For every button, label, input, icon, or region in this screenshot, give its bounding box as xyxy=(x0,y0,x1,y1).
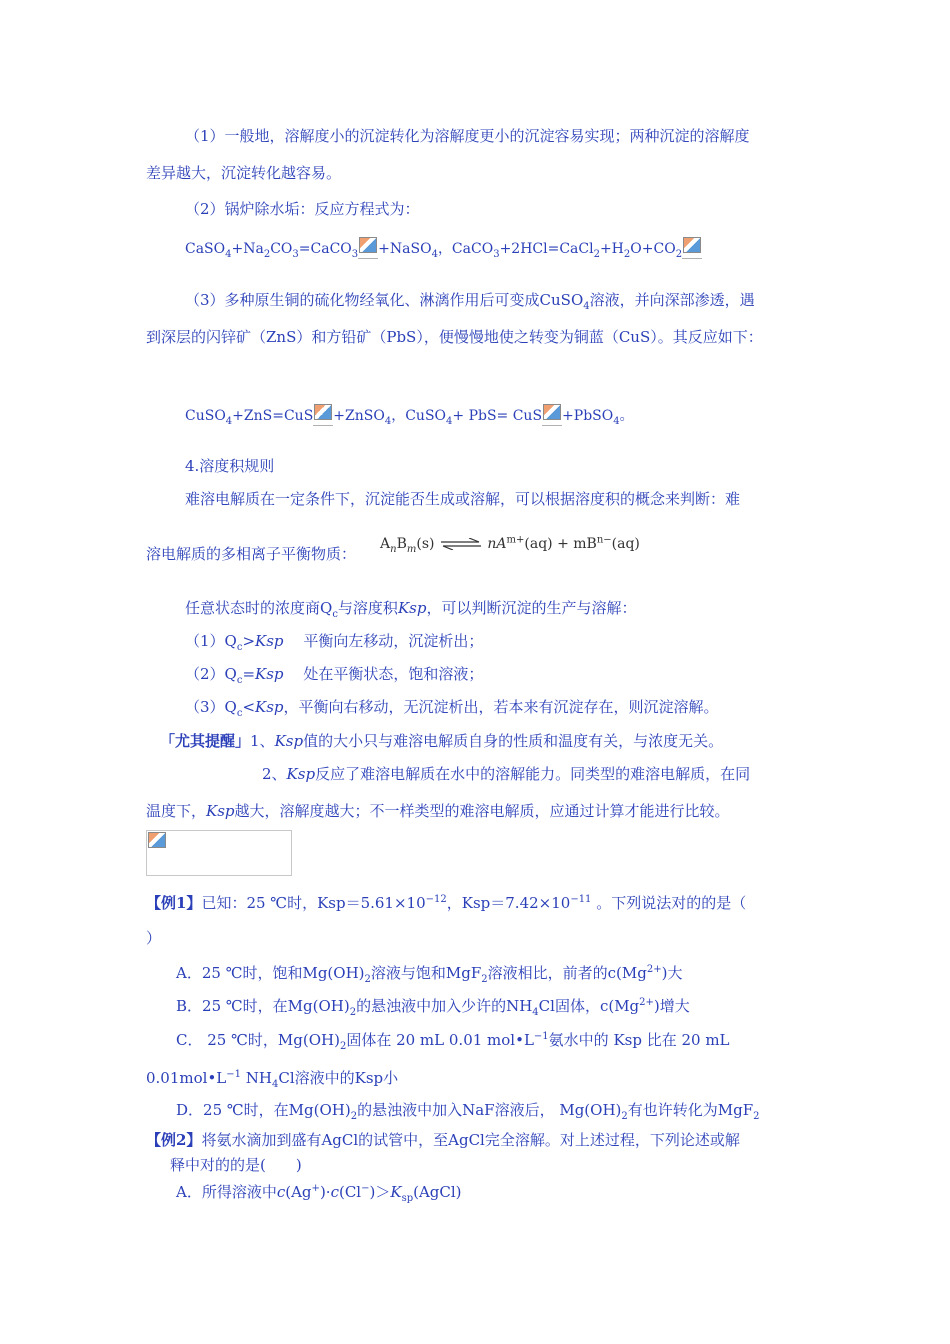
option-c: C． 25 ℃时，$Mg(OH)_2$固体在 20 mL 0.01 $mol•L^{-1}$氨水中的 Ksp 比在 20 mL xyxy=(176,1031,730,1052)
broken-image-icon xyxy=(147,831,167,853)
note-line: 温度下，Ksp越大，溶解度越大；不一样类型的难溶电解质，应通过计算才能进行比较。 xyxy=(146,802,730,820)
paragraph-line: （1）一般地，溶解度小的沉淀转化为溶解度更小的沉淀容易实现；两种沉淀的溶解度 xyxy=(185,127,750,145)
broken-image-icon xyxy=(313,403,333,426)
equilibrium-formula: $A_nB_m(s) nA^{m+}(aq) + mB^{n-}(aq)$ xyxy=(380,534,640,555)
broken-image-icon xyxy=(358,236,378,259)
example-label: 【例2】 xyxy=(146,1131,202,1149)
equilibrium-arrows-icon xyxy=(439,538,483,550)
paragraph-line: 差异越大，沉淀转化越容易。 xyxy=(146,164,342,182)
reaction-equation: CuSO$_4$+ZnS=CuS +ZnSO$_4$，CuSO$_4$+ PbS= CuS +PbSO$_4$。 xyxy=(185,403,634,426)
option-a: A．25 ℃时，饱和$Mg(OH)_2$溶液与饱和MgF$_2$溶液相比，前者的$c(Mg^{2+})$大 xyxy=(176,964,683,985)
paragraph-line: 难溶电解质在一定条件下，沉淀能否生成或溶解，可以根据溶度积的概念来判断：难 xyxy=(185,490,741,508)
note-label: 「尤其提醒」 xyxy=(160,732,251,750)
note-line: 「尤其提醒」1、Ksp值的大小只与难溶电解质自身的性质和温度有关，与浓度无关。 xyxy=(160,732,724,750)
rule-item: $(3)Q_c<Ksp$，平衡向右移动，无沉淀析出，若本来有沉淀存在，则沉淀溶解。 xyxy=(185,698,719,719)
paragraph-line: ） xyxy=(146,929,162,947)
paragraph-line: 溶电解质的多相离子平衡物质： xyxy=(146,545,357,563)
paragraph-line: （3）多种原生铜的硫化物经氧化、淋漓作用后可变成CuSO$_4$溶液，并向深部渗透，遇 xyxy=(185,291,755,312)
paragraph-line: 到深层的闪锌矿（ZnS）和方铅矿（PbS），便慢慢地使之转变为铜蓝（CuS）。其反应如下： xyxy=(146,328,763,346)
example-question: 【例2】将氨水滴加到盛有AgCl的试管中，至AgCl完全溶解。对上述过程，下列论述或解 xyxy=(146,1131,740,1149)
broken-image-icon xyxy=(542,403,562,426)
example-question: 【例1】已知：25 ℃时，$Ksp=5.61\times 10^{-12}$，$Ksp=7.42\times 10^{-11}$ 。下列说法对的的是（ xyxy=(146,894,747,912)
paragraph-line: 任意状态时的浓度商$Q_c$与溶度积Ksp，可以判断沉淀的生产与溶解： xyxy=(185,599,637,620)
option-b: B．25 ℃时，在$Mg(OH)_2$的悬浊液中加入少许的$NH_4Cl$固体，$c(Mg^{2+})$增大 xyxy=(176,997,690,1018)
image-placeholder xyxy=(146,830,292,876)
option-a: A．所得溶液中$c(Ag^+)\cdot c(Cl^-)>K_{sp}(AgCl)$ xyxy=(176,1183,462,1204)
rule-item: $(2)Q_c=Ksp$ 处在平衡状态，饱和溶液； xyxy=(185,665,484,686)
example-label: 【例1】 xyxy=(146,894,202,912)
option-d: D．25 ℃时，在$Mg(OH)_2$的悬浊液中加入NaF溶液后， $Mg(OH)_2$有也许转化为MgF$_2$ xyxy=(176,1101,760,1122)
paragraph-line: （2）锅炉除水垢：反应方程式为： xyxy=(185,200,420,218)
rule-item: $(1)Q_c>Ksp$ 平衡向左移动，沉淀析出； xyxy=(185,632,484,653)
option-c-cont: $0.01mol•L^{-1}$ $NH_4Cl$溶液中的Ksp小 xyxy=(146,1069,399,1090)
section-heading: 4.溶度积规则 xyxy=(185,457,275,475)
reaction-equation: $CaSO_4+Na_2CO_3=CaCO_3$ +NaSO$_4$，$CaCO_3+2HCl=CaCl_2+H_2O+CO_2$ xyxy=(185,236,702,259)
paragraph-line: 释中对的的是( ) xyxy=(170,1156,302,1174)
note-line: 2、Ksp反应了难溶电解质在水中的溶解能力。同类型的难溶电解质，在同 xyxy=(262,765,751,783)
broken-image-icon xyxy=(682,236,702,259)
